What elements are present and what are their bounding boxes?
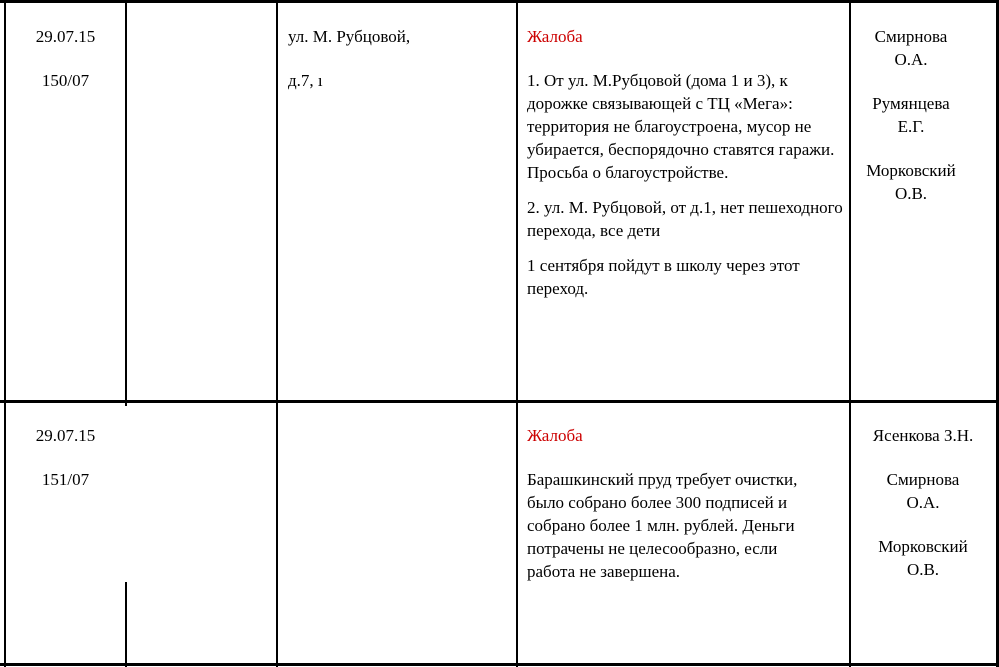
row-2-responsible-name: Ясенкова З.Н. [872, 426, 974, 445]
row-1-date-cell [6, 25, 125, 92]
row-2-complaint-paragraph: Барашкинский пруд требует очистки, было собрано более 300 подписей и собрано более 1 млн. рублей. Деньги потрачены не целесообразно, если работа не завершена. [527, 470, 798, 581]
row-2-complaint-title: Жалоба [527, 426, 583, 445]
column-border-2 [276, 0, 278, 667]
row-1-complaint-cell [527, 25, 845, 300]
row-2-responsible-cell [855, 424, 991, 581]
row-1-address-line1: ул. М. Рубцовой, [288, 27, 411, 46]
row-1-address-line2: д.7, ı [288, 71, 323, 90]
row-1-date: 29.07.15 [35, 27, 96, 46]
row-2-complaint-cell [527, 424, 827, 583]
row-1-complaint-paragraph: 2. ул. М. Рубцовой, от д.1, нет пешеходного перехода, все дети [527, 198, 843, 240]
row-1-responsible-name: Морковский О.В. [866, 161, 956, 203]
row-2-number: 151/07 [41, 470, 90, 489]
row-1-address-cell [288, 25, 513, 92]
row-2-responsible-name: Смирнова О.А. [886, 470, 960, 512]
row-1-number: 150/07 [41, 71, 90, 90]
row-2-date: 29.07.15 [35, 426, 96, 445]
column-border-left [4, 0, 6, 667]
row-1-responsible-cell [866, 25, 956, 205]
row-2-date-cell [6, 424, 125, 491]
row-1-responsible-name: Смирнова О.А. [874, 27, 948, 69]
row-1-complaint-title: Жалоба [527, 27, 583, 46]
column-border-4 [849, 0, 851, 667]
row-2-responsible-name: Морковский О.В. [878, 537, 968, 579]
row-1-responsible-name: Румянцева Е.Г. [872, 94, 950, 136]
column-border-3 [516, 0, 518, 667]
row-1-complaint-paragraph: 1 сентября пойдут в школу через этот переход. [527, 256, 800, 298]
row-1-complaint-paragraph: 1. От ул. М.Рубцовой (дома 1 и 3), к дорожке связывающей с ТЦ «Мега»: территория не благоустроена, мусор не убирается, беспорядочно ставятся гаражи. Просьба о благоустройстве. [527, 71, 835, 182]
